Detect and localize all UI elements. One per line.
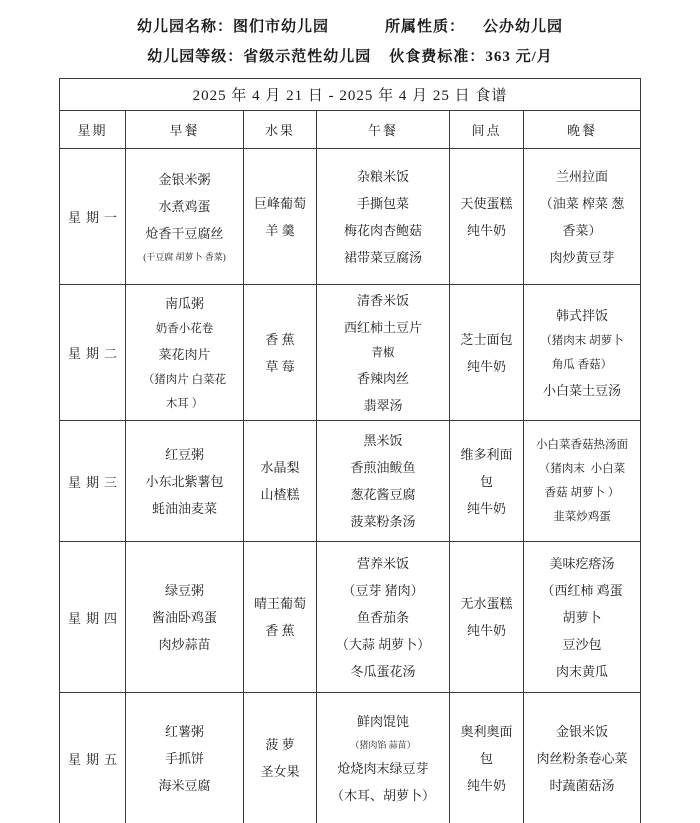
- menu-line: 蚝油油麦菜: [151, 500, 217, 516]
- menu-line: 小白菜香菇热汤面: [536, 439, 628, 451]
- menu-line: 时蔬菌菇汤: [549, 777, 615, 793]
- menu-line: 包: [479, 750, 493, 766]
- day-label: 星期五: [60, 693, 126, 823]
- ownership-value: 公办幼儿园: [483, 19, 564, 35]
- breakfast-cell: [126, 421, 244, 542]
- menu-line: 纯牛奶: [466, 777, 506, 793]
- fruit-cell: [244, 421, 317, 542]
- lunch-cell: [317, 421, 450, 542]
- menu-line: (干豆腐 胡萝卜 香菜): [143, 252, 226, 262]
- menu-line: 海米豆腐: [158, 777, 211, 793]
- menu-line: （大蒜 胡萝卜）: [335, 636, 431, 652]
- breakfast-cell: [126, 693, 244, 823]
- table-row: [60, 149, 641, 285]
- lunch-cell: [317, 149, 450, 285]
- menu-line: 红薯粥: [164, 723, 204, 739]
- menu-line: 肉炒黄豆芽: [549, 249, 615, 265]
- kindergarten-name-label: 幼儿园名称：: [136, 19, 233, 35]
- table-row: [60, 542, 641, 693]
- menu-line: （木耳、胡萝卜）: [330, 787, 435, 803]
- dinner-cell: [524, 421, 641, 542]
- menu-line: （猪肉末 小白菜: [538, 463, 626, 475]
- menu-line: 芝士面包: [460, 331, 513, 347]
- lunch-cell: [317, 542, 450, 693]
- grade-value: 省级示范性幼儿园: [243, 49, 372, 65]
- menu-line: 梅花肉杏鲍菇: [343, 222, 422, 238]
- header-spacer: [465, 12, 483, 42]
- header-spacer: [371, 42, 389, 72]
- menu-line: 南瓜粥: [164, 295, 204, 311]
- table-row: [60, 693, 641, 823]
- table-row: [60, 421, 641, 542]
- dinner-cell: [524, 542, 641, 693]
- menu-line: 纯牛奶: [466, 500, 506, 516]
- snack-cell: [450, 693, 524, 823]
- menu-line: 小白菜土豆汤: [542, 382, 621, 398]
- menu-line: 奶香小花卷: [155, 322, 214, 335]
- menu-line: 角瓜 香菇）: [551, 358, 613, 371]
- menu-line: 纯牛奶: [466, 358, 506, 374]
- column-header-day: 星期: [60, 111, 126, 149]
- menu-line: 西红柿土豆片: [343, 319, 422, 335]
- menu-line: 酱油卧鸡蛋: [151, 609, 217, 625]
- day-label: 星期一: [60, 149, 126, 285]
- menu-line: 翡翠汤: [363, 397, 403, 413]
- menu-line: 香辣肉丝: [356, 370, 409, 386]
- menu-line: 金银米饭: [555, 723, 608, 739]
- menu-line: 香煎油鲅鱼: [350, 460, 416, 475]
- menu-line: 营养米饭: [356, 555, 409, 571]
- menu-line: 胡萝卜: [562, 609, 602, 625]
- menu-line: 青椒: [371, 346, 395, 359]
- menu-line: 绿豆粥: [164, 582, 204, 598]
- menu-line: 肉末黄瓜: [555, 663, 608, 679]
- menu-line: 天使蛋糕: [460, 195, 513, 211]
- menu-line: 水煮鸡蛋: [158, 199, 211, 214]
- menu-line: 香菜）: [562, 222, 602, 238]
- menu-line: 鲜肉馄饨: [356, 713, 409, 729]
- menu-line: 豆沙包: [562, 636, 602, 652]
- menu-line: 兰州拉面: [555, 168, 608, 184]
- fruit-cell: [244, 542, 317, 693]
- menu-line: 肉丝粉条卷心菜: [536, 750, 628, 766]
- lunch-cell: [317, 285, 450, 421]
- menu-line: 炝香干豆腐丝: [145, 226, 224, 241]
- menu-line: 草 莓: [265, 358, 295, 374]
- header-spacer: [329, 12, 385, 42]
- table-row: [60, 285, 641, 421]
- dinner-cell: [524, 285, 641, 421]
- snack-cell: [450, 542, 524, 693]
- menu-line: 晴王葡萄: [253, 596, 306, 611]
- fruit-cell: [244, 693, 317, 823]
- menu-table: [59, 78, 641, 823]
- menu-line: 无水蛋糕: [460, 596, 513, 611]
- menu-line: 清香米饭: [356, 292, 409, 308]
- column-header-dinner: 晚餐: [524, 111, 641, 149]
- menu-line: 韩式拌饭: [555, 307, 608, 323]
- menu-line: 羊 羹: [265, 222, 295, 238]
- header-line-2: [0, 42, 700, 72]
- menu-line: 菜花肉片: [158, 346, 211, 362]
- column-header-lunch: 午餐: [317, 111, 450, 149]
- column-header-fruit: 水果: [244, 111, 317, 149]
- breakfast-cell: [126, 542, 244, 693]
- menu-line: 维多利面: [460, 446, 513, 462]
- menu-line: 葱花酱豆腐: [350, 487, 416, 502]
- dinner-cell: [524, 149, 641, 285]
- breakfast-cell: [126, 149, 244, 285]
- dinner-cell: [524, 693, 641, 823]
- fruit-cell: [244, 149, 317, 285]
- day-label: 星期三: [60, 421, 126, 542]
- fee-value: 363 元/月: [485, 49, 553, 65]
- menu-line: 金银米粥: [158, 172, 211, 187]
- menu-line: 冬瓜蛋花汤: [350, 663, 416, 679]
- menu-line: 鱼香茄条: [356, 609, 409, 625]
- table-title: 2025 年 4 月 21 日 - 2025 年 4 月 25 日 食谱: [60, 79, 641, 111]
- menu-line: 纯牛奶: [466, 222, 506, 238]
- menu-line: 杂粮米饭: [356, 168, 409, 184]
- menu-line: 纯牛奶: [466, 623, 506, 638]
- menu-line: 美味疙瘩汤: [549, 555, 615, 571]
- kindergarten-name-value: 图们市幼儿园: [232, 19, 329, 35]
- snack-cell: [450, 149, 524, 285]
- menu-line: 黑米饭: [363, 433, 403, 448]
- menu-line: 肉炒蒜苗: [158, 636, 211, 652]
- menu-line: 手撕包菜: [356, 195, 409, 211]
- snack-cell: [450, 421, 524, 542]
- menu-line: 包: [479, 473, 493, 489]
- column-header-snack: 间点: [450, 111, 524, 149]
- menu-line: 圣女果: [260, 764, 300, 779]
- grade-label: 幼儿园等级：: [147, 49, 244, 65]
- day-label: 星期二: [60, 285, 126, 421]
- menu-line: （猪肉末 胡萝卜: [540, 334, 624, 347]
- menu-line: 炝烧肉末绿豆芽: [337, 760, 429, 776]
- menu-line: （猪肉片 白菜花: [142, 373, 227, 386]
- menu-line: 韭菜炒鸡蛋: [553, 511, 611, 523]
- menu-line: 巨峰葡萄: [253, 195, 306, 211]
- menu-line: 红豆粥: [164, 446, 204, 462]
- menu-line: 奥利奥面: [460, 723, 513, 739]
- snack-cell: [450, 285, 524, 421]
- table-title-row: [60, 79, 641, 111]
- menu-line: 小东北紫薯包: [145, 473, 224, 489]
- fee-label: 伙食费标准：: [389, 49, 486, 65]
- breakfast-cell: [126, 285, 244, 421]
- menu-line: （猪肉馅 蒜苗）: [350, 739, 416, 750]
- menu-line: 裙带菜豆腐汤: [343, 249, 422, 265]
- fruit-cell: [244, 285, 317, 421]
- menu-line: （豆芽 猪肉）: [342, 582, 424, 598]
- menu-line: 木耳 ）: [165, 397, 204, 410]
- column-header-breakfast: 早餐: [126, 111, 244, 149]
- menu-line: （油菜 榨菜 葱: [539, 195, 625, 211]
- menu-line: 山楂糕: [260, 487, 300, 502]
- menu-line: 香 蕉: [265, 331, 295, 347]
- menu-line: 香 蕉: [265, 623, 295, 638]
- menu-line: 香菇 胡萝卜 ）: [544, 487, 620, 499]
- day-label: 星期四: [60, 542, 126, 693]
- menu-line: 水晶梨: [260, 460, 300, 475]
- page-header: [0, 0, 700, 72]
- menu-line: 菠 萝: [265, 737, 295, 752]
- lunch-cell: [317, 693, 450, 823]
- menu-line: （西红柿 鸡蛋: [541, 582, 623, 598]
- ownership-label: 所属性质：: [385, 19, 466, 35]
- header-line-1: [0, 12, 700, 42]
- table-header-row: [60, 111, 641, 149]
- menu-line: 菠菜粉条汤: [350, 514, 416, 529]
- menu-line: 手抓饼: [164, 750, 204, 766]
